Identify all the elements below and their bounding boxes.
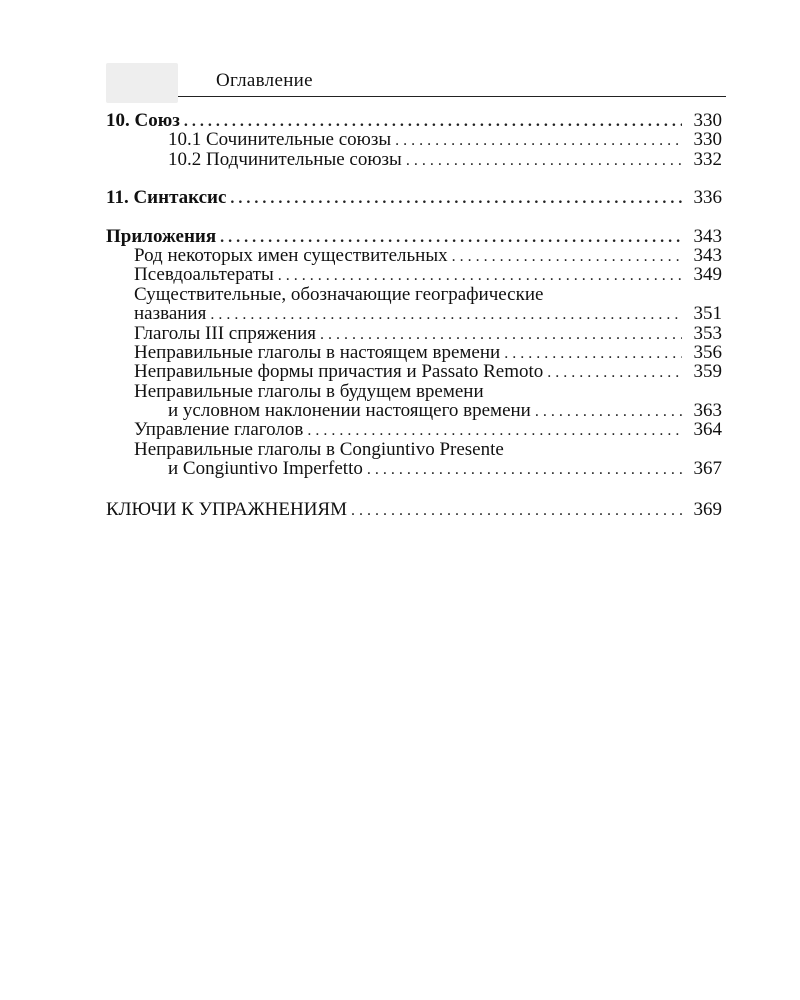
toc-entry-title: Управление глаголов xyxy=(134,419,304,441)
toc-entry-page: 330 xyxy=(693,129,722,151)
toc-entry-page: 330 xyxy=(693,110,722,131)
dot-leader xyxy=(406,152,682,170)
toc-entry-appendices[interactable] xyxy=(106,226,722,245)
dot-leader xyxy=(504,345,682,363)
toc-entry-title: Глаголы III спряжения xyxy=(134,322,316,344)
toc-entry-title: Неправильные глаголы в будущем времени xyxy=(134,380,484,402)
dot-leader xyxy=(395,132,682,150)
toc-entry-appendix-government[interactable] xyxy=(106,419,722,441)
toc-entry-title: и условном наклонении настоящего времени xyxy=(168,400,531,422)
dot-leader xyxy=(307,422,682,440)
dot-leader xyxy=(535,403,682,421)
dot-leader xyxy=(184,113,682,131)
toc-entry-title: Существительные, обозначающие географические xyxy=(134,283,544,305)
toc-entry-page: 343 xyxy=(693,244,722,266)
toc-entry-chapter-10[interactable] xyxy=(106,110,722,129)
toc-entry-appendix-congiuntivo-line1[interactable] xyxy=(106,439,722,458)
toc-entry-title: и Congiuntivo Imperfetto xyxy=(168,458,363,480)
toc-entry-page: 364 xyxy=(693,419,722,441)
toc-entry-appendix-participle[interactable] xyxy=(106,361,722,383)
toc-entry-appendix-future-line1[interactable] xyxy=(106,381,722,400)
toc-entry-title: Приложения xyxy=(106,225,217,247)
toc-entry-title: Псевдоальтераты xyxy=(134,264,274,286)
dot-leader xyxy=(210,306,682,324)
dot-leader xyxy=(367,461,682,479)
table-of-contents xyxy=(106,110,722,518)
toc-entry-title: КЛЮЧИ К УПРАЖНЕНИЯМ xyxy=(106,498,347,520)
running-header-title: Оглавление xyxy=(216,70,313,91)
dot-leader xyxy=(452,248,682,266)
toc-entry-answer-keys[interactable] xyxy=(106,499,722,518)
dot-leader xyxy=(230,190,682,208)
toc-entry-title: Неправильные формы причастия и Passato Remoto xyxy=(134,361,544,383)
toc-entry-page: 353 xyxy=(693,322,722,344)
dot-leader xyxy=(351,502,682,520)
dot-leader xyxy=(320,326,682,344)
toc-entry-appendix-geo-line2[interactable] xyxy=(106,303,722,325)
toc-entry-page: 336 xyxy=(693,187,722,209)
toc-entry-appendix-geo-line1[interactable] xyxy=(106,284,722,303)
dot-leader xyxy=(220,229,682,247)
toc-entry-title: Род некоторых имен существительных xyxy=(134,244,448,266)
toc-entry-title: 10.1 Сочинительные союзы xyxy=(168,129,392,151)
toc-entry-appendix-congiuntivo-line2[interactable] xyxy=(106,458,722,480)
toc-entry-title: Неправильные глаголы в настоящем времени xyxy=(134,341,501,363)
toc-entry-page: 349 xyxy=(693,264,722,286)
header-rule xyxy=(178,96,726,97)
toc-entry-title: Неправильные глаголы в Congiuntivo Presente xyxy=(134,438,504,460)
dot-leader xyxy=(547,364,682,382)
toc-entry-chapter-11[interactable] xyxy=(106,187,722,209)
toc-entry-page: 369 xyxy=(693,498,722,520)
toc-entry-title: названия xyxy=(134,303,207,325)
toc-entry-title: 10. Союз xyxy=(106,110,180,131)
toc-entry-page: 343 xyxy=(693,225,722,247)
toc-entry-page: 332 xyxy=(693,148,722,170)
toc-entry-page: 363 xyxy=(693,400,722,422)
toc-entry-appendix-pseudo[interactable] xyxy=(106,264,722,286)
toc-entry-appendix-irregular-present[interactable] xyxy=(106,342,722,361)
toc-entry-title: 11. Синтаксис xyxy=(106,187,227,209)
toc-entry-page: 367 xyxy=(693,458,722,480)
toc-entry-page: 359 xyxy=(693,361,722,383)
toc-entry-appendix-future-line2[interactable] xyxy=(106,400,722,422)
header-tab-marker xyxy=(106,63,178,103)
toc-entry-page: 356 xyxy=(693,341,722,363)
toc-entry-appendix-verbs-3[interactable] xyxy=(106,323,722,342)
dot-leader xyxy=(278,267,682,285)
toc-entry-10-2[interactable] xyxy=(106,149,722,168)
toc-entry-10-1[interactable] xyxy=(106,129,722,151)
toc-entry-title: 10.2 Подчинительные союзы xyxy=(168,148,402,170)
toc-entry-page: 351 xyxy=(693,303,722,325)
toc-entry-appendix-gender[interactable] xyxy=(106,245,722,264)
